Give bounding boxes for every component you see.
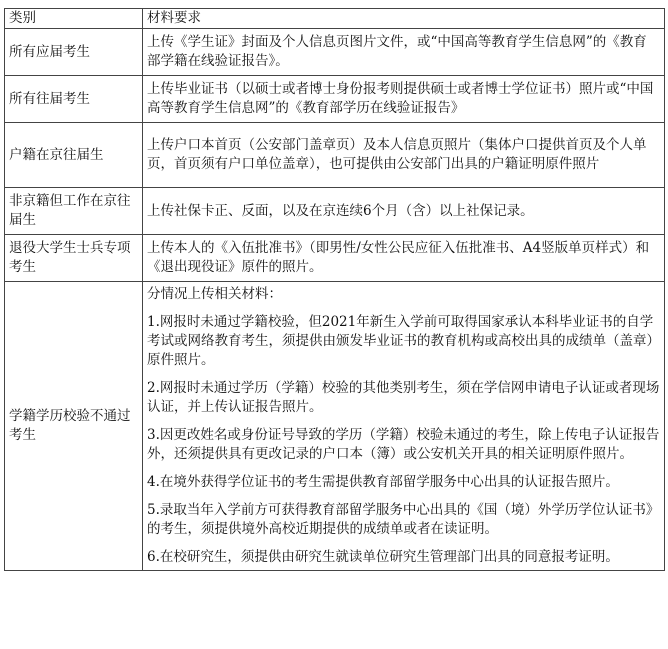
row-category: 所有应届考生: [5, 29, 143, 76]
table-row: [5, 188, 665, 235]
materials-item-2: 2.网报时未通过学历（学籍）校验的其他类别考生，须在学信网申请电子认证或者现场认证，并上传认证报告照片。: [147, 380, 660, 415]
row-materials: 上传毕业证书（以硕士或者博士身份报考则提供硕士或者博士学位证书）照片或“中国高等教育学生信息网”的《教育部学历在线验证报告》: [143, 76, 665, 123]
row-category: 非京籍但工作在京往届生: [5, 188, 143, 235]
table-row: [5, 76, 665, 123]
materials-item-5: 5.录取当年入学前方可获得教育部留学服务中心出具的《国（境）外学历学位认证书》的考生，须提供境外高校近期提供的成绩单或者在读证明。: [147, 502, 660, 537]
row-materials-list: [143, 282, 665, 571]
table-row: [5, 282, 665, 571]
row-category: 户籍在京往届生: [5, 123, 143, 188]
row-category: 学籍学历校验不通过考生: [5, 282, 143, 571]
header-category: 类别: [5, 9, 143, 29]
table-row: [5, 123, 665, 188]
row-materials: 上传户口本首页（公安部门盖章页）及本人信息页照片（集体户口提供首页及个人单页，首页须有户口单位盖章），也可提供由公安部门出具的户籍证明原件照片: [143, 123, 665, 188]
table-row: [5, 235, 665, 282]
materials-item-4: 4.在境外获得学位证书的考生需提供教育部留学服务中心出具的认证报告照片。: [147, 474, 619, 490]
materials-requirements-table: [4, 8, 665, 571]
row-category: 所有往届考生: [5, 76, 143, 123]
top-margin: [0, 0, 668, 8]
row-materials: 上传本人的《入伍批准书》（即男性/女性公民应征入伍批准书、A4竖版单页样式）和《退出现役证》原件的照片。: [143, 235, 665, 282]
row-category: 退役大学生士兵专项考生: [5, 235, 143, 282]
row-materials: 上传《学生证》封面及个人信息页图片文件，或“中国高等教育学生信息网”的《教育部学籍在线验证报告》。: [143, 29, 665, 76]
table-row: [5, 29, 665, 76]
materials-item-3: 3.因更改姓名或身份证号导致的学历（学籍）校验未通过的考生，除上传电子认证报告外，还须提供具有更改记录的户口本（簿）或公安机关开具的相关证明原件照片。: [147, 427, 660, 462]
header-materials: 材料要求: [143, 9, 665, 29]
row-materials: 上传社保卡正、反面，以及在京连续6个月（含）以上社保记录。: [143, 188, 665, 235]
materials-item-1: 1.网报时未通过学籍校验，但2021年新生入学前可取得国家承认本科毕业证书的自学考试或网络教育考生，须提供由颁发毕业证书的教育机构或高校出具的成绩单（盖章）原件照片。: [147, 314, 660, 368]
table-header-row: [5, 9, 665, 29]
materials-intro: 分情况上传相关材料：: [147, 286, 282, 302]
materials-item-6: 6.在校研究生，须提供由研究生就读单位研究生管理部门出具的同意报考证明。: [147, 549, 619, 565]
